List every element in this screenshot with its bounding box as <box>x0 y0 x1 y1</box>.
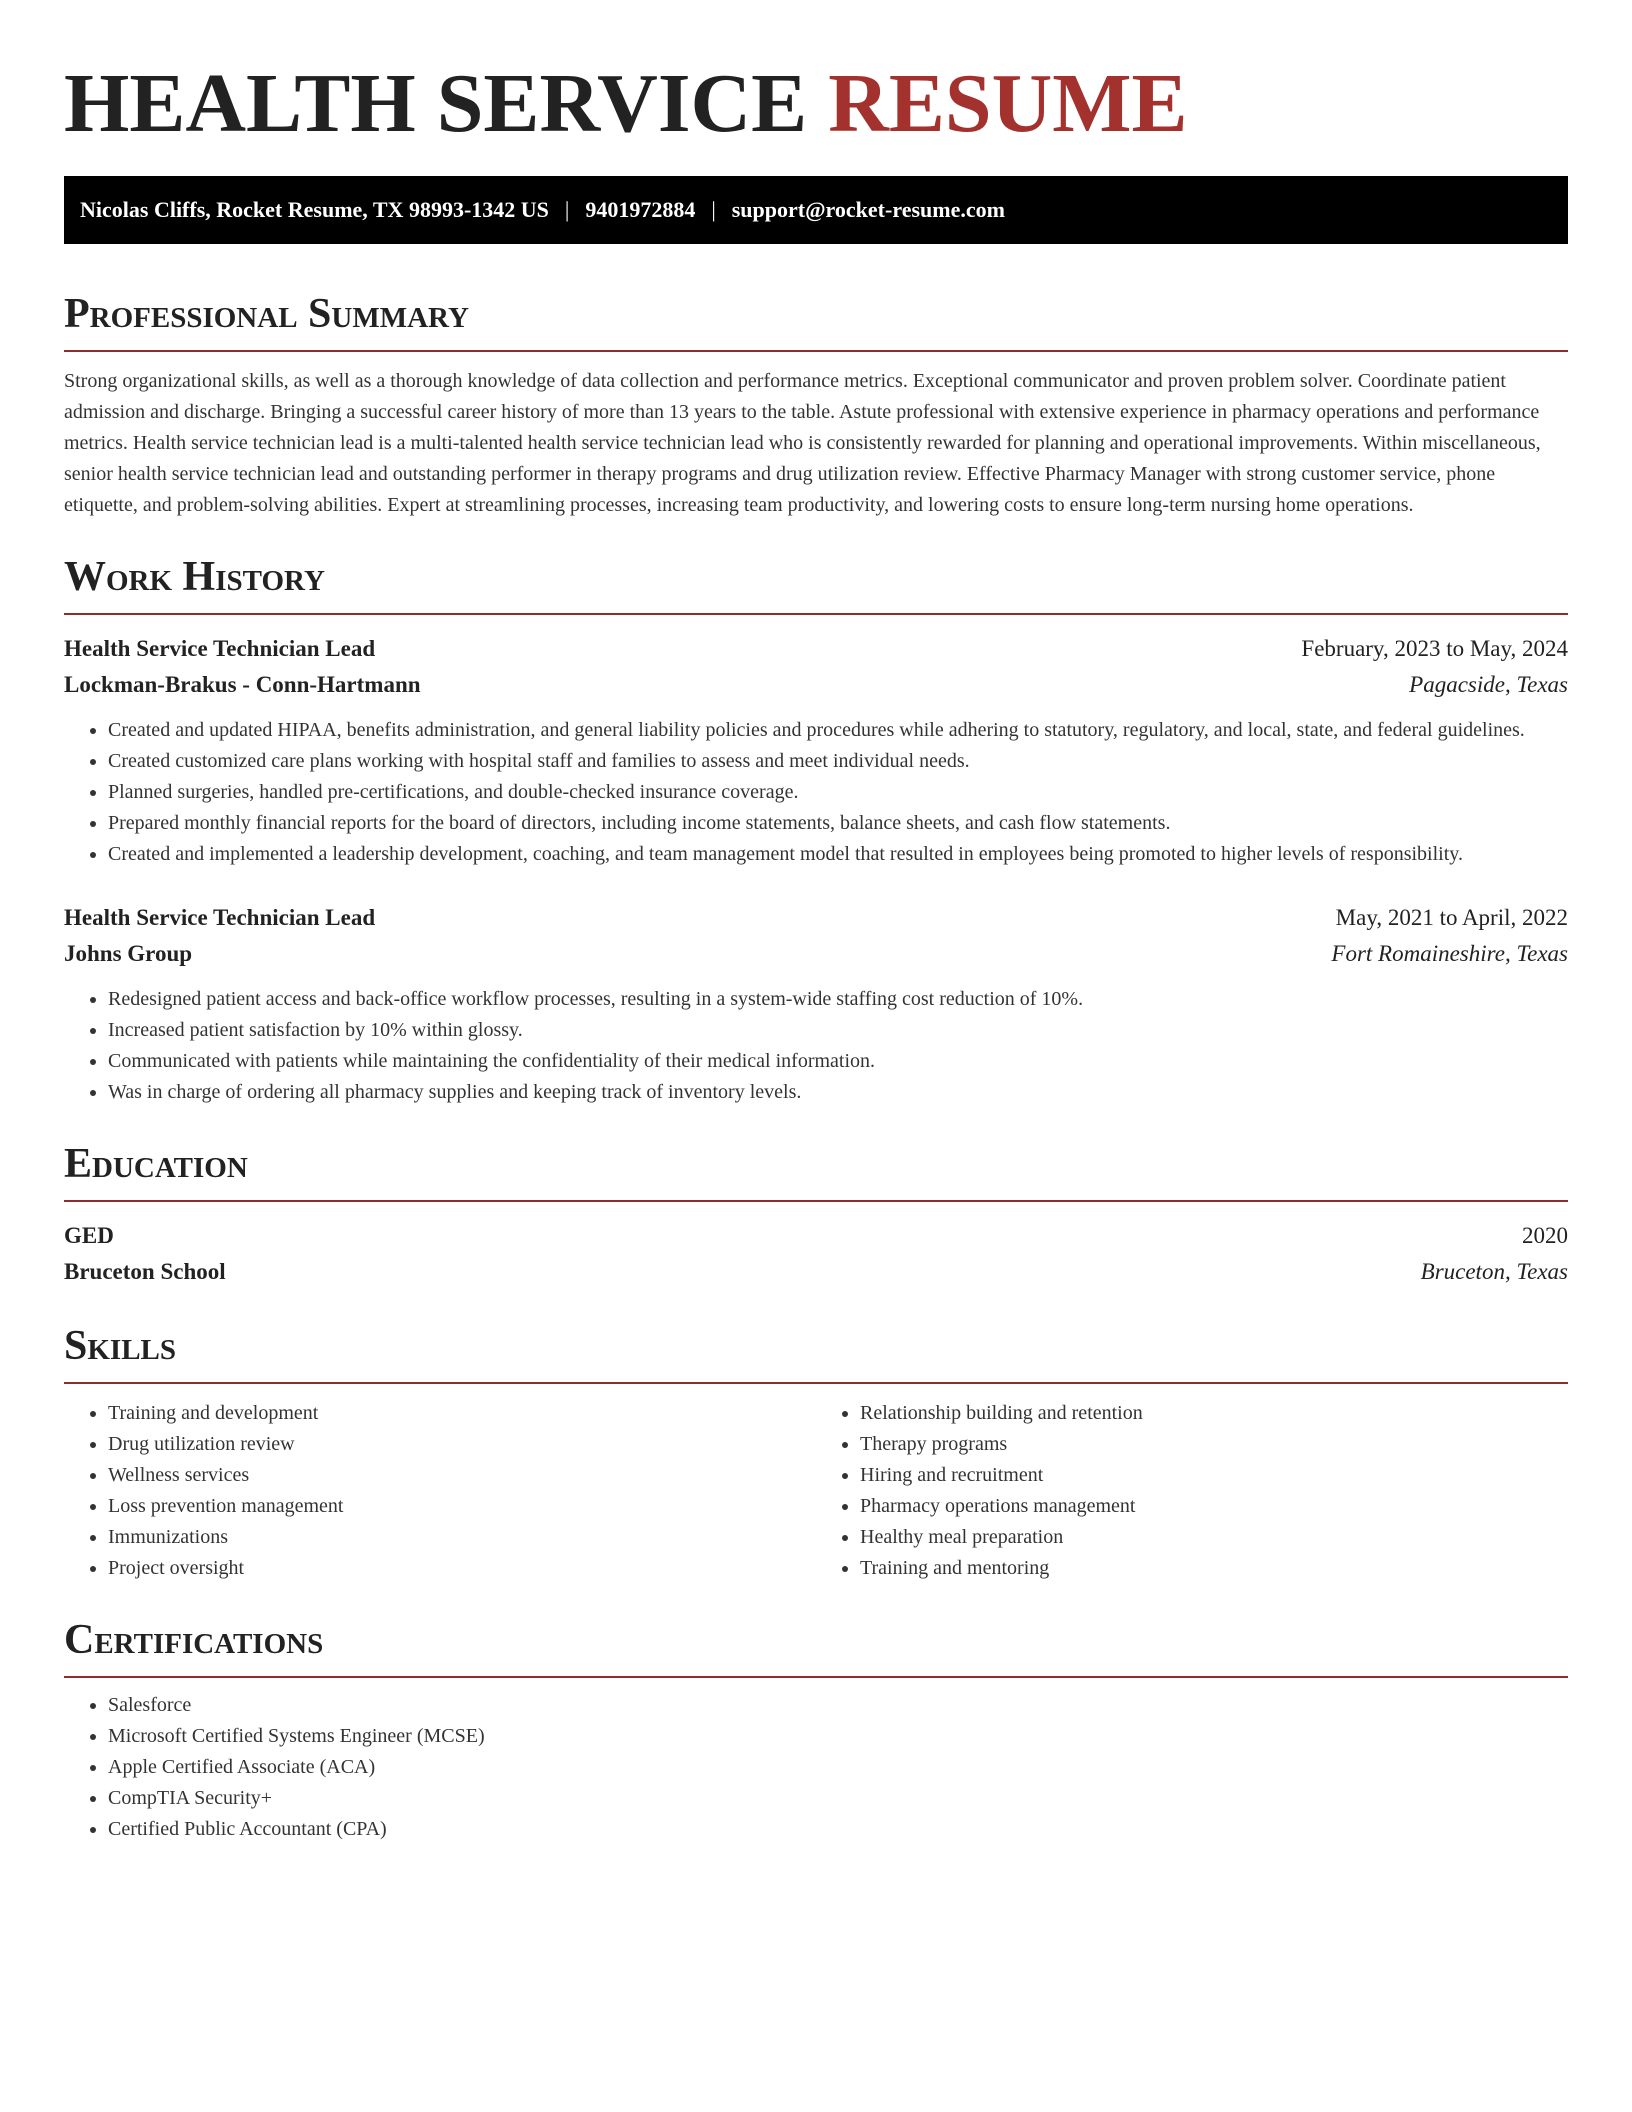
skill-item: • Wellness services <box>108 1460 816 1491</box>
job-location: Pagacside, Texas <box>1409 672 1568 697</box>
job-bullet: • Communicated with patients while maintaining the confidentiality of their medical information. <box>108 1046 1568 1077</box>
education-year: 2020 <box>1522 1223 1568 1248</box>
skill-item: • Project oversight <box>108 1553 816 1584</box>
job-subheader <box>64 936 1568 972</box>
job-bullet: • Increased patient satisfaction by 10% within glossy. <box>108 1015 1568 1046</box>
certification-item: • Salesforce <box>108 1690 1568 1721</box>
summary-heading: Professional Summary <box>64 291 469 337</box>
section-divider <box>64 1200 1568 1202</box>
job-entry <box>64 900 1568 1108</box>
title-main: HEALTH SERVICE <box>64 57 808 150</box>
resume-title <box>64 56 1568 152</box>
skills-column-right <box>816 1398 1568 1584</box>
job-subheader <box>64 667 1568 703</box>
section-divider <box>64 613 1568 615</box>
skill-item: • Loss prevention management <box>108 1491 816 1522</box>
title-accent: RESUME <box>828 57 1188 150</box>
education-header <box>64 1218 1568 1254</box>
contact-email: support@rocket-resume.com <box>731 197 1005 222</box>
skill-item: • Training and mentoring <box>860 1553 1568 1584</box>
certification-item: • Apple Certified Associate (ACA) <box>108 1752 1568 1783</box>
certification-item: • Microsoft Certified Systems Engineer (MCSE) <box>108 1721 1568 1752</box>
skill-item: • Relationship building and retention <box>860 1398 1568 1429</box>
contact-address: Nicolas Cliffs, Rocket Resume, TX 98993-1342 US <box>80 197 549 222</box>
work-history-heading: Work History <box>64 554 325 600</box>
contact-phone: 9401972884 <box>585 197 696 222</box>
section-divider <box>64 1676 1568 1678</box>
skill-item: • Pharmacy operations management <box>860 1491 1568 1522</box>
summary-section <box>64 288 1568 521</box>
education-section <box>64 1138 1568 1290</box>
work-history-section <box>64 551 1568 1108</box>
job-location: Fort Romaineshire, Texas <box>1331 941 1568 966</box>
job-bullet: • Was in charge of ordering all pharmacy supplies and keeping track of inventory levels. <box>108 1077 1568 1108</box>
section-divider <box>64 1382 1568 1384</box>
job-bullet: • Redesigned patient access and back-office workflow processes, resulting in a system-wide staffing cost reduction of 10%. <box>108 984 1568 1015</box>
education-school: Bruceton School <box>64 1259 226 1284</box>
certifications-list <box>64 1690 1568 1845</box>
skill-item: • Immunizations <box>108 1522 816 1553</box>
job-dates: February, 2023 to May, 2024 <box>1301 636 1568 661</box>
education-subheader <box>64 1254 1568 1290</box>
education-entry <box>64 1218 1568 1290</box>
job-dates: May, 2021 to April, 2022 <box>1335 905 1568 930</box>
skills-grid <box>64 1398 1568 1584</box>
job-title: Health Service Technician Lead <box>64 905 376 930</box>
job-company: Johns Group <box>64 941 193 966</box>
skill-item: • Hiring and recruitment <box>860 1460 1568 1491</box>
job-bullet: • Created customized care plans working with hospital staff and families to assess and meet individual needs. <box>108 746 1568 777</box>
contact-separator: | <box>564 197 570 222</box>
education-heading: Education <box>64 1141 248 1187</box>
certifications-heading: Certifications <box>64 1617 324 1663</box>
job-bullet: • Planned surgeries, handled pre-certifications, and double-checked insurance coverage. <box>108 777 1568 808</box>
job-bullet: • Created and implemented a leadership development, coaching, and team management model that resulted in employees being promoted to higher levels of responsibility. <box>108 839 1568 870</box>
skill-item: • Training and development <box>108 1398 816 1429</box>
job-title: Health Service Technician Lead <box>64 636 376 661</box>
job-header <box>64 900 1568 936</box>
certification-item: • Certified Public Accountant (CPA) <box>108 1814 1568 1845</box>
certification-item: • CompTIA Security+ <box>108 1783 1568 1814</box>
job-bullets <box>64 984 1568 1108</box>
certifications-section <box>64 1614 1568 1845</box>
contact-separator: | <box>711 197 716 222</box>
skill-item: • Therapy programs <box>860 1429 1568 1460</box>
job-entry <box>64 631 1568 870</box>
section-divider <box>64 350 1568 352</box>
summary-text: Strong organizational skills, as well as a thorough knowledge of data collection and performance metrics. Exceptional communicator and proven problem solver. Coordinate patient admission and discharge. Bringing a successful career history of more than 13 years to the table. Astute professional with extensive experience in pharmacy operations and performance metrics. Health service technician lead is a multi-talented health service technician lead who is consistently rewarded for planning and operational improvements. Within miscellaneous, senior health service technician lead and outstanding performer in therapy programs and drug utilization review. Effective Pharmacy Manager with strong customer service, phone etiquette, and problem-solving abilities. Expert at streamlining processes, increasing team productivity, and lowering costs to ensure long-term nursing home operations. <box>64 370 1541 516</box>
contact-bar <box>64 176 1568 244</box>
skill-item: • Healthy meal preparation <box>860 1522 1568 1553</box>
job-bullet: • Prepared monthly financial reports for the board of directors, including income statements, balance sheets, and cash flow statements. <box>108 808 1568 839</box>
education-degree: GED <box>64 1223 114 1248</box>
job-bullet: • Created and updated HIPAA, benefits administration, and general liability policies and procedures while adhering to statutory, regulatory, and local, state, and federal guidelines. <box>108 715 1568 746</box>
skill-item: • Drug utilization review <box>108 1429 816 1460</box>
skills-heading: Skills <box>64 1323 177 1369</box>
education-location: Bruceton, Texas <box>1420 1259 1568 1284</box>
job-company: Lockman-Brakus - Conn-Hartmann <box>64 672 421 697</box>
skills-column-left <box>64 1398 816 1584</box>
skills-section <box>64 1320 1568 1584</box>
job-bullets <box>64 715 1568 870</box>
job-header <box>64 631 1568 667</box>
